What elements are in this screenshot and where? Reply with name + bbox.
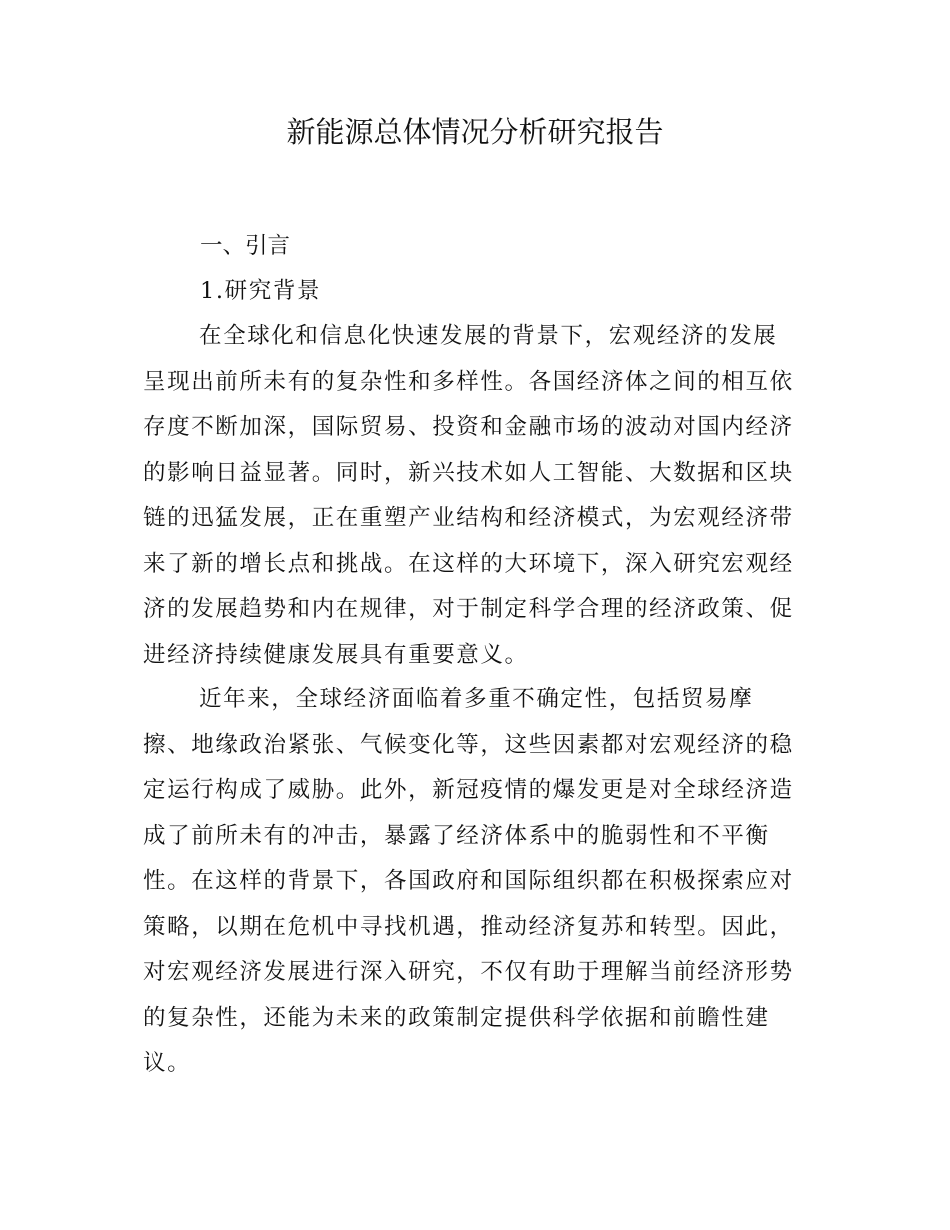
paragraph-line: 呈现出前所未有的复杂性和多样性。各国经济体之间的相互依 <box>143 368 794 395</box>
subsection-heading: 1.研究背景 <box>200 278 322 304</box>
paragraph-line: 成了前所未有的冲击，暴露了经济体系中的脆弱性和不平衡 <box>143 822 770 849</box>
paragraph-line: 的影响日益显著。同时，新兴技术如人工智能、大数据和区块 <box>143 459 794 486</box>
paragraph-line: 在全球化和信息化快速发展的背景下，宏观经济的发展 <box>199 323 778 349</box>
paragraph-line: 定运行构成了威胁。此外，新冠疫情的爆发更是对全球经济造 <box>143 777 794 803</box>
paragraph-line: 策略，以期在危机中寻找机遇，推动经济复苏和转型。因此， <box>143 913 794 940</box>
paragraph-line: 擦、地缘政治紧张、气候变化等，这些因素都对宏观经济的稳 <box>143 731 794 758</box>
paragraph-research-background-1 <box>143 314 811 678</box>
paragraph-line: 近年来，全球经济面临着多重不确定性，包括贸易摩 <box>199 686 754 712</box>
paragraph-line: 来了新的增长点和挑战。在这样的大环境下，深入研究宏观经 <box>143 550 794 577</box>
paragraph-line: 议。 <box>143 1050 192 1076</box>
paragraph-line: 进经济持续健康发展具有重要意义。 <box>143 641 529 668</box>
paragraph-line: 对宏观经济发展进行深入研究，不仅有助于理解当前经济形势 <box>143 959 794 985</box>
paragraph-line: 的复杂性，还能为未来的政策制定提供科学依据和前瞻性建 <box>143 1004 770 1031</box>
paragraph-line: 链的迅猛发展，正在重塑产业结构和经济模式，为宏观经济带 <box>143 505 794 531</box>
paragraph-line: 存度不断加深，国际贸易、投资和金融市场的波动对国内经济 <box>143 414 794 440</box>
document-title: 新能源总体情况分析研究报告 <box>286 115 664 149</box>
paragraph-line: 性。在这样的背景下，各国政府和国际组织都在积极探索应对 <box>143 868 794 894</box>
paragraph-research-background-2 <box>143 677 811 1087</box>
section-heading: 一、引言 <box>200 233 291 259</box>
paragraph-line: 济的发展趋势和内在规律，对于制定科学合理的经济政策、促 <box>143 596 794 622</box>
